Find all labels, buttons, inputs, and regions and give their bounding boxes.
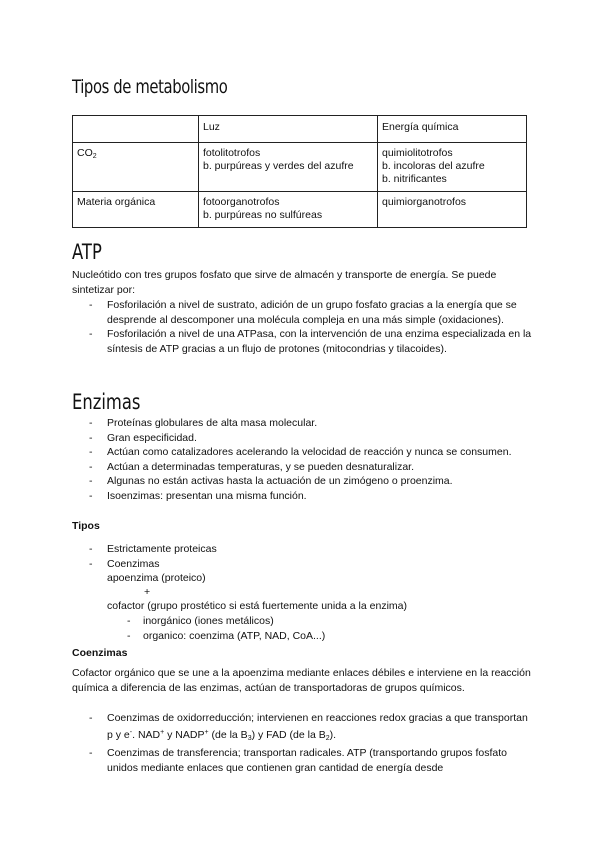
tipos-list bbox=[72, 542, 532, 571]
list-item: - Actúan a determinadas temperaturas, y se pueden desnaturalizar. bbox=[72, 460, 532, 475]
superscript: + bbox=[204, 728, 209, 736]
tipos-heading: Tipos bbox=[72, 520, 100, 532]
list-item: - Algunas no están activas hasta la actuación de un zimógeno o proenzima. bbox=[72, 474, 532, 489]
table-cell bbox=[199, 192, 378, 228]
enzimas-heading: Enzimas bbox=[72, 390, 141, 414]
cell-line: fotolitotrofos bbox=[203, 147, 261, 159]
text-run: ). bbox=[329, 728, 337, 741]
cell-line: b. purpúreas y verdes del azufre bbox=[203, 160, 354, 172]
atp-intro: Nucleótido con tres grupos fosfato que sirve de almacén y transporte de energía. Se puede sintetizar por: bbox=[72, 269, 497, 296]
cell-line: b. purpúreas no sulfúreas bbox=[203, 209, 323, 221]
list-item: - Fosforilación a nivel de sustrato, adición de un grupo fosfato gracias a la energía que se desprende al descomponer una molécula compleja en una más simple (oxidaciones). bbox=[72, 298, 532, 327]
list-item: - inorgánico (iones metálicos) bbox=[127, 614, 527, 629]
coenzimas-list bbox=[72, 711, 532, 775]
table-header-cell bbox=[73, 116, 199, 143]
table-row bbox=[73, 143, 527, 192]
cell-line: b. incoloras del azufre bbox=[382, 160, 485, 172]
table-row-label bbox=[73, 143, 199, 192]
list-item: - Actúan como catalizadores acelerando la velocidad de reacción y nunca se consumen. bbox=[72, 445, 532, 460]
superscript: - bbox=[129, 728, 133, 736]
text-run: (de la B bbox=[208, 728, 248, 741]
atp-heading: ATP bbox=[72, 240, 102, 264]
list-item: - Gran especificidad. bbox=[72, 431, 532, 446]
metabolism-table bbox=[72, 115, 527, 228]
apoenzima-line: apoenzima (proteico) bbox=[107, 572, 206, 584]
coenzimas-intro: Cofactor orgánico que se une a la apoenzima mediante enlaces débiles e interviene en la reacción química a diferencia de las enzimas, actúan de transportadoras de grupos químicos. bbox=[72, 667, 531, 694]
page-title: Tipos de metabolismo bbox=[72, 76, 228, 98]
subscript: 3 bbox=[247, 734, 252, 742]
table-header-cell: Energía química bbox=[378, 116, 527, 143]
cofactor-line: cofactor (grupo prostético si está fuertemente unida a la enzima) bbox=[107, 600, 407, 612]
table-row bbox=[73, 192, 527, 228]
cell-line: quimiolitotrofos bbox=[382, 147, 453, 159]
list-item: - Isoenzimas: presentan una misma función. bbox=[72, 489, 532, 504]
coenzimas-heading: Coenzimas bbox=[72, 647, 128, 659]
list-item: - Coenzimas de transferencia; transportan radicales. ATP (transportando grupos fosfato unidos mediante enlaces que contienen gran cantidad de energía desde bbox=[72, 746, 532, 775]
list-item: - organico: coenzima (ATP, NAD, CoA...) bbox=[127, 629, 527, 644]
text-run: ) y FAD (de la B bbox=[251, 728, 326, 741]
cell-line: quimiorganotrofos bbox=[382, 196, 467, 208]
text-run: Coenzimas de oxidorreducción; intervienen en reacciones redox gracias a que transportan p y e bbox=[107, 712, 528, 741]
plus-sign: + bbox=[144, 586, 151, 598]
row-label-subscript: 2 bbox=[92, 153, 97, 160]
table-header-row bbox=[73, 116, 527, 143]
cell-line: b. nitrificantes bbox=[382, 173, 447, 185]
enzimas-list bbox=[72, 416, 532, 503]
table-cell bbox=[199, 143, 378, 192]
list-item: - Estrictamente proteicas bbox=[72, 542, 532, 557]
table-row-label: Materia orgánica bbox=[73, 192, 199, 228]
list-item: - Coenzimas bbox=[72, 557, 532, 572]
list-item: - Proteínas globulares de alta masa molecular. bbox=[72, 416, 532, 431]
table-cell bbox=[378, 192, 527, 228]
list-item bbox=[72, 711, 532, 746]
cell-line: fotoorganotrofos bbox=[203, 196, 280, 208]
table-header-cell: Luz bbox=[199, 116, 378, 143]
text-run: y NADP bbox=[164, 728, 205, 741]
subscript: 2 bbox=[325, 734, 330, 742]
superscript: + bbox=[160, 728, 165, 736]
table-cell bbox=[378, 143, 527, 192]
atp-list bbox=[72, 298, 532, 356]
cofactor-list bbox=[127, 614, 527, 643]
text-run: . NAD bbox=[132, 728, 161, 741]
row-label-text: CO bbox=[77, 147, 93, 159]
list-item: - Fosforilación a nivel de una ATPasa, con la intervención de una enzima especializada en la síntesis de ATP gracias a un flujo de protones (mitocondrias y tilacoides). bbox=[72, 327, 532, 356]
